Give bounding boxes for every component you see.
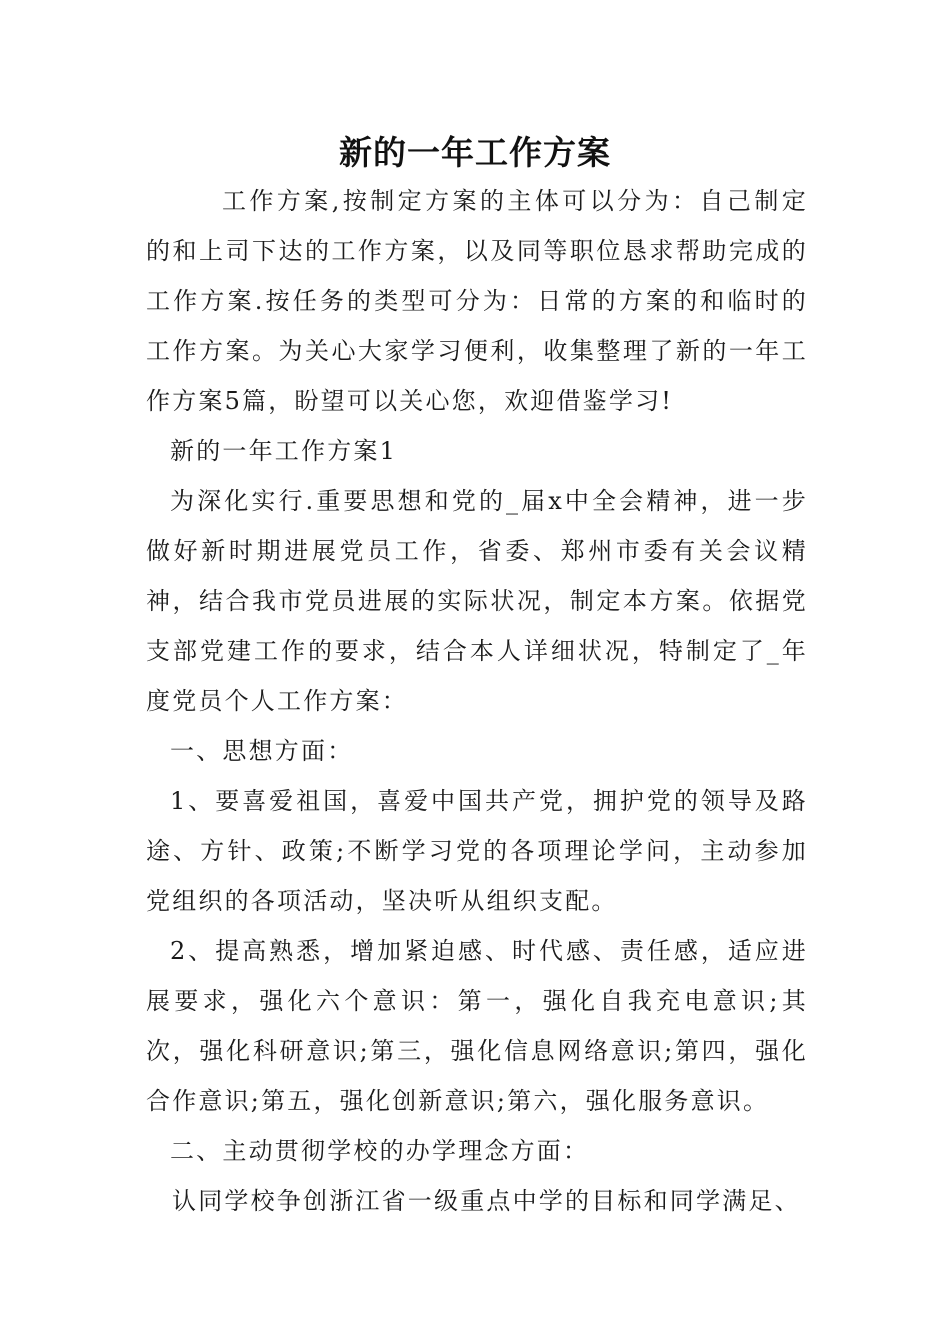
paragraph: 一、思想方面：: [170, 737, 354, 765]
paragraph: 二、主动贯彻学校的办学理念方面：: [170, 1137, 590, 1165]
paragraph: 新的一年工作方案1: [170, 437, 398, 465]
paragraph: 工作方案,按制定方案的主体可以分为：自己制定的和上司下达的工作方案，以及同等职位恳求帮助完成的工作方案.按任务的类型可分为：日常的方案的和临时的工作方案。为关心大家学习便利，收集整理了新的一年工作方案5篇，盼望可以关心您，欢迎借鉴学习!: [146, 187, 808, 415]
paragraph: 为深化实行.重要思想和党的_届x中全会精神，进一步做好新时期进展党员工作，省委、郑州市委有关会议精神，结合我市党员进展的实际状况，制定本方案。依据党支部党建工作的要求，结合本人详细状况，特制定了_年度党员个人工作方案：: [146, 487, 808, 715]
document-body: [146, 176, 808, 1226]
document-title: 新的一年工作方案: [339, 133, 611, 172]
paragraph: 1、要喜爱祖国，喜爱中国共产党，拥护党的领导及路途、方针、政策;不断学习党的各项理论学问，主动参加党组织的各项活动，坚决听从组织支配。: [146, 787, 808, 915]
paragraph: 2、提高熟悉，增加紧迫感、时代感、责任感，适应进展要求，强化六个意识：第一，强化自我充电意识;其次，强化科研意识;第三，强化信息网络意识;第四，强化合作意识;第五，强化创新意识;第六，强化服务意识。: [146, 937, 808, 1115]
paragraph: 认同学校争创浙江省一级重点中学的目标和同学满足、: [172, 1187, 801, 1215]
